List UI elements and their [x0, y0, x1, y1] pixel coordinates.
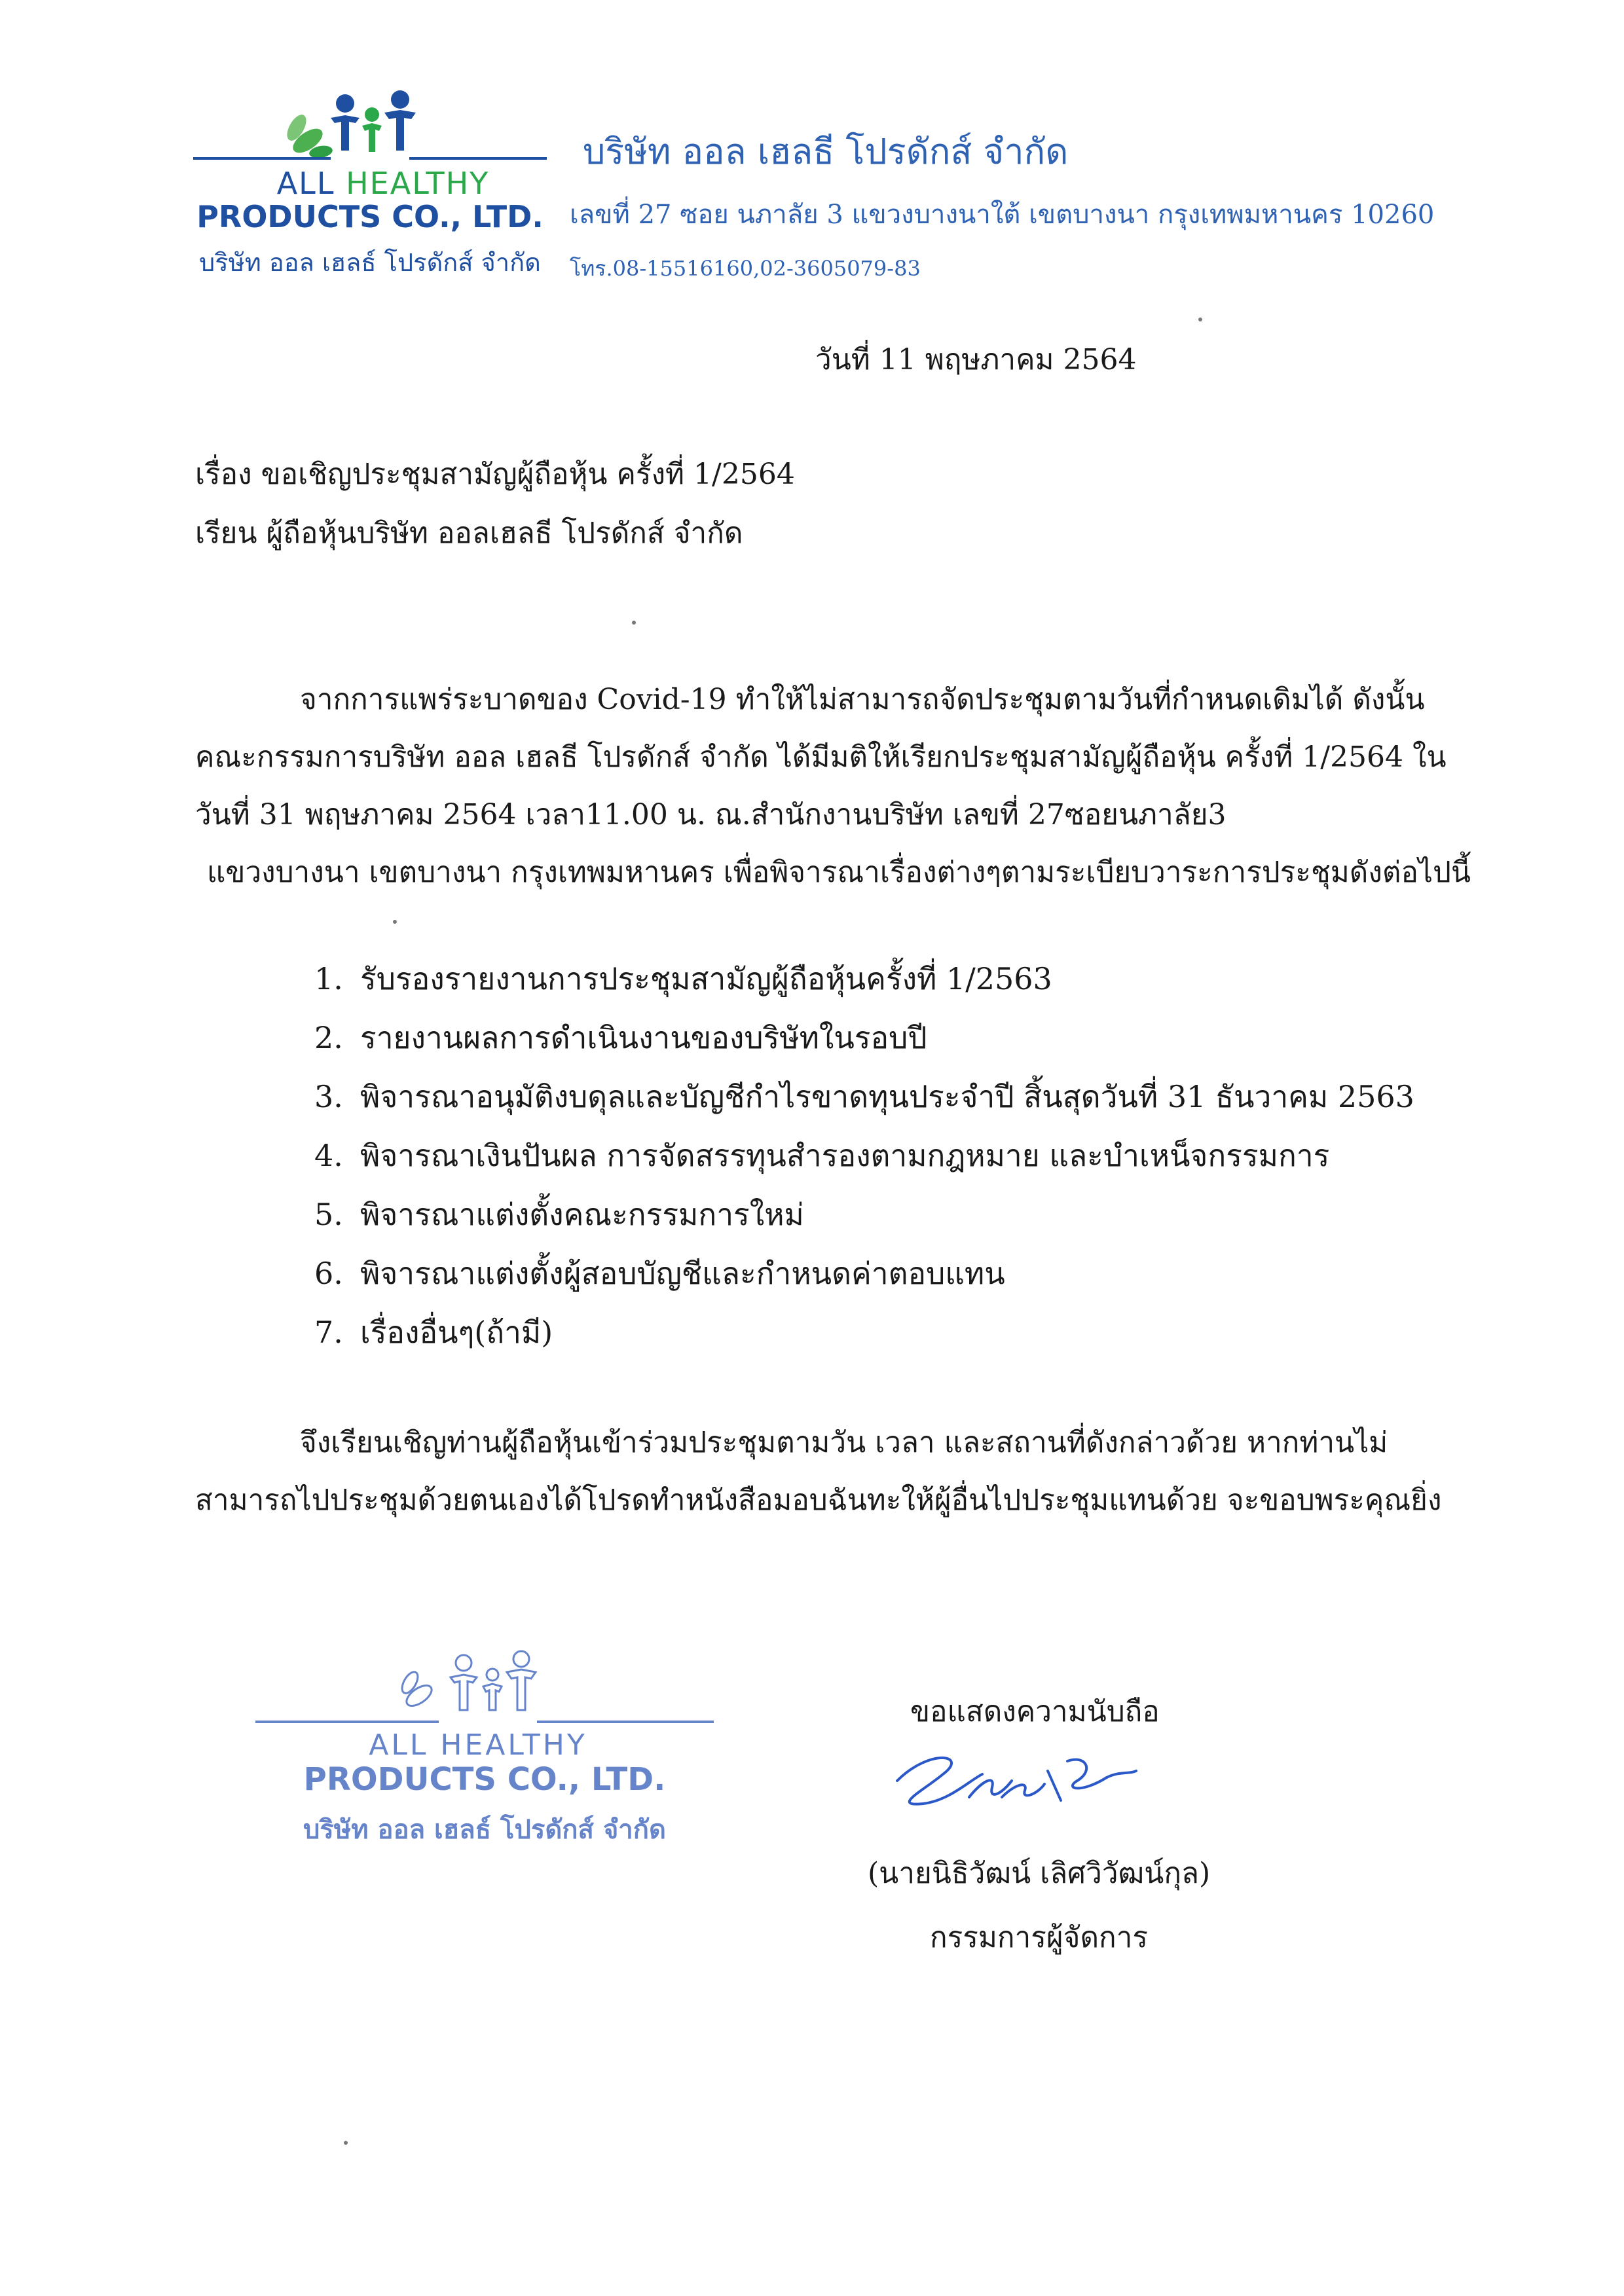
company-phone: โทร.08-15516160,02-3605079-83: [570, 256, 921, 281]
stamp-text-line2: PRODUCTS CO., LTD.: [303, 1761, 666, 1798]
intro-paragraph: [195, 671, 1472, 902]
agenda-number: 7.: [314, 1315, 343, 1350]
agenda-item: [314, 949, 1414, 1008]
closing-line: สามารถไปประชุมด้วยตนเองได้โปรดทำหนังสือมอบฉันทะให้ผู้อื่นไปประชุมแทนด้วย จะขอบพระคุณยิ่ง: [195, 1484, 1442, 1517]
intro-line: จากการแพร่ระบาดของ Covid-19 ทำให้ไม่สามารถจัดประชุมตามวันที่กำหนดเดิมได้ ดังนั้น: [300, 683, 1425, 716]
company-address: เลขที่ 27 ซอย นภาลัย 3 แขวงบางนาใต้ เขตบางนา กรุงเทพมหานคร 10260: [570, 200, 1435, 230]
letter-date: วันที่ 11 พฤษภาคม 2564: [815, 343, 1137, 376]
logo-text-thai: บริษัท ออล เฮลธ์ โปรดักส์ จำกัด: [199, 248, 541, 277]
agenda-item: [314, 1303, 1414, 1362]
agenda-text: รายงานผลการดำเนินงานของบริษัทในรอบปี: [360, 1020, 927, 1055]
agenda-number: 4.: [314, 1138, 343, 1173]
intro-line: วันที่ 31 พฤษภาคม 2564 เวลา11.00 น. ณ.สำนักงานบริษัท เลขที่ 27ซอยนภาลัย3: [195, 798, 1227, 831]
scan-speck: [344, 2141, 348, 2145]
agenda-text: พิจารณาเงินปันผล การจัดสรรทุนสำรองตามกฎหมาย และบำเหน็จกรรมการ: [360, 1138, 1330, 1173]
closing-paragraph: [195, 1414, 1472, 1529]
agenda-item: [314, 1126, 1414, 1185]
scan-speck: [393, 920, 397, 924]
agenda-number: 6.: [314, 1256, 343, 1291]
agenda-text: พิจารณาอนุมัติงบดุลและบัญชีกำไรขาดทุนประจำปี สิ้นสุดวันที่ 31 ธันวาคม 2563: [360, 1079, 1414, 1114]
agenda-text: พิจารณาแต่งตั้งคณะกรรมการใหม่: [360, 1197, 804, 1232]
handwritten-signature: [871, 1735, 1146, 1833]
company-logo: [193, 79, 547, 295]
agenda-item: [314, 1008, 1414, 1067]
logo-text-line1: ALL HEALTHY: [276, 166, 490, 201]
stamp-text-thai: บริษัท ออล เฮลธ์ โปรดักส์ จำกัด: [303, 1815, 666, 1845]
company-name: บริษัท ออล เฮลธี โปรดักส์ จำกัด: [583, 131, 1069, 172]
letter-recipient: เรียน ผู้ถือหุ้นบริษัท ออลเฮลธี โปรดักส์ จำกัด: [195, 517, 743, 550]
agenda-number: 1.: [314, 961, 343, 996]
agenda-item: [314, 1185, 1414, 1244]
logo-figures-icon: [193, 79, 547, 170]
closing-line: จึงเรียนเชิญท่านผู้ถือหุ้นเข้าร่วมประชุมตามวัน เวลา และสถานที่ดังกล่าวด้วย หากท่านไม่: [300, 1426, 1388, 1459]
agenda-number: 2.: [314, 1020, 343, 1055]
company-stamp: [255, 1637, 714, 1853]
scan-speck: [1198, 318, 1202, 321]
agenda-text: พิจารณาแต่งตั้งผู้สอบบัญชีและกำหนดค่าตอบแทน: [360, 1256, 1005, 1291]
logo-text-line2: PRODUCTS CO., LTD.: [196, 199, 544, 234]
stamp-figures-icon: [255, 1637, 714, 1735]
agenda-item: [314, 1067, 1414, 1126]
intro-line: คณะกรรมการบริษัท ออล เฮลธี โปรดักส์ จำกัด ได้มีมติให้เรียกประชุมสามัญผู้ถือหุ้น ครั้งที่ 1/2564 ใน: [195, 740, 1447, 774]
agenda-number: 3.: [314, 1079, 343, 1114]
closing-salutation: ขอแสดงความนับถือ: [910, 1695, 1160, 1728]
scan-speck: [632, 621, 636, 625]
letter-subject: เรื่อง ขอเชิญประชุมสามัญผู้ถือหุ้น ครั้งที่ 1/2564: [195, 458, 795, 491]
agenda-text: เรื่องอื่นๆ(ถ้ามี): [360, 1315, 553, 1350]
intro-line: แขวงบางนา เขตบางนา กรุงเทพมหานคร เพื่อพิจารณาเรื่องต่างๆตามระเบียบวาระการประชุมดังต่อไปนี้: [207, 856, 1471, 889]
signer-position: กรรมการผู้จัดการ: [930, 1921, 1149, 1954]
stamp-text-line1: ALL HEALTHY: [369, 1728, 587, 1762]
signer-name: (นายนิธิวัฒน์ เลิศวิวัฒน์กุล): [868, 1857, 1211, 1890]
agenda-item: [314, 1244, 1414, 1303]
agenda-text: รับรองรายงานการประชุมสามัญผู้ถือหุ้นครั้งที่ 1/2563: [360, 961, 1052, 996]
agenda-number: 5.: [314, 1197, 343, 1232]
agenda-list: [314, 949, 1414, 1362]
